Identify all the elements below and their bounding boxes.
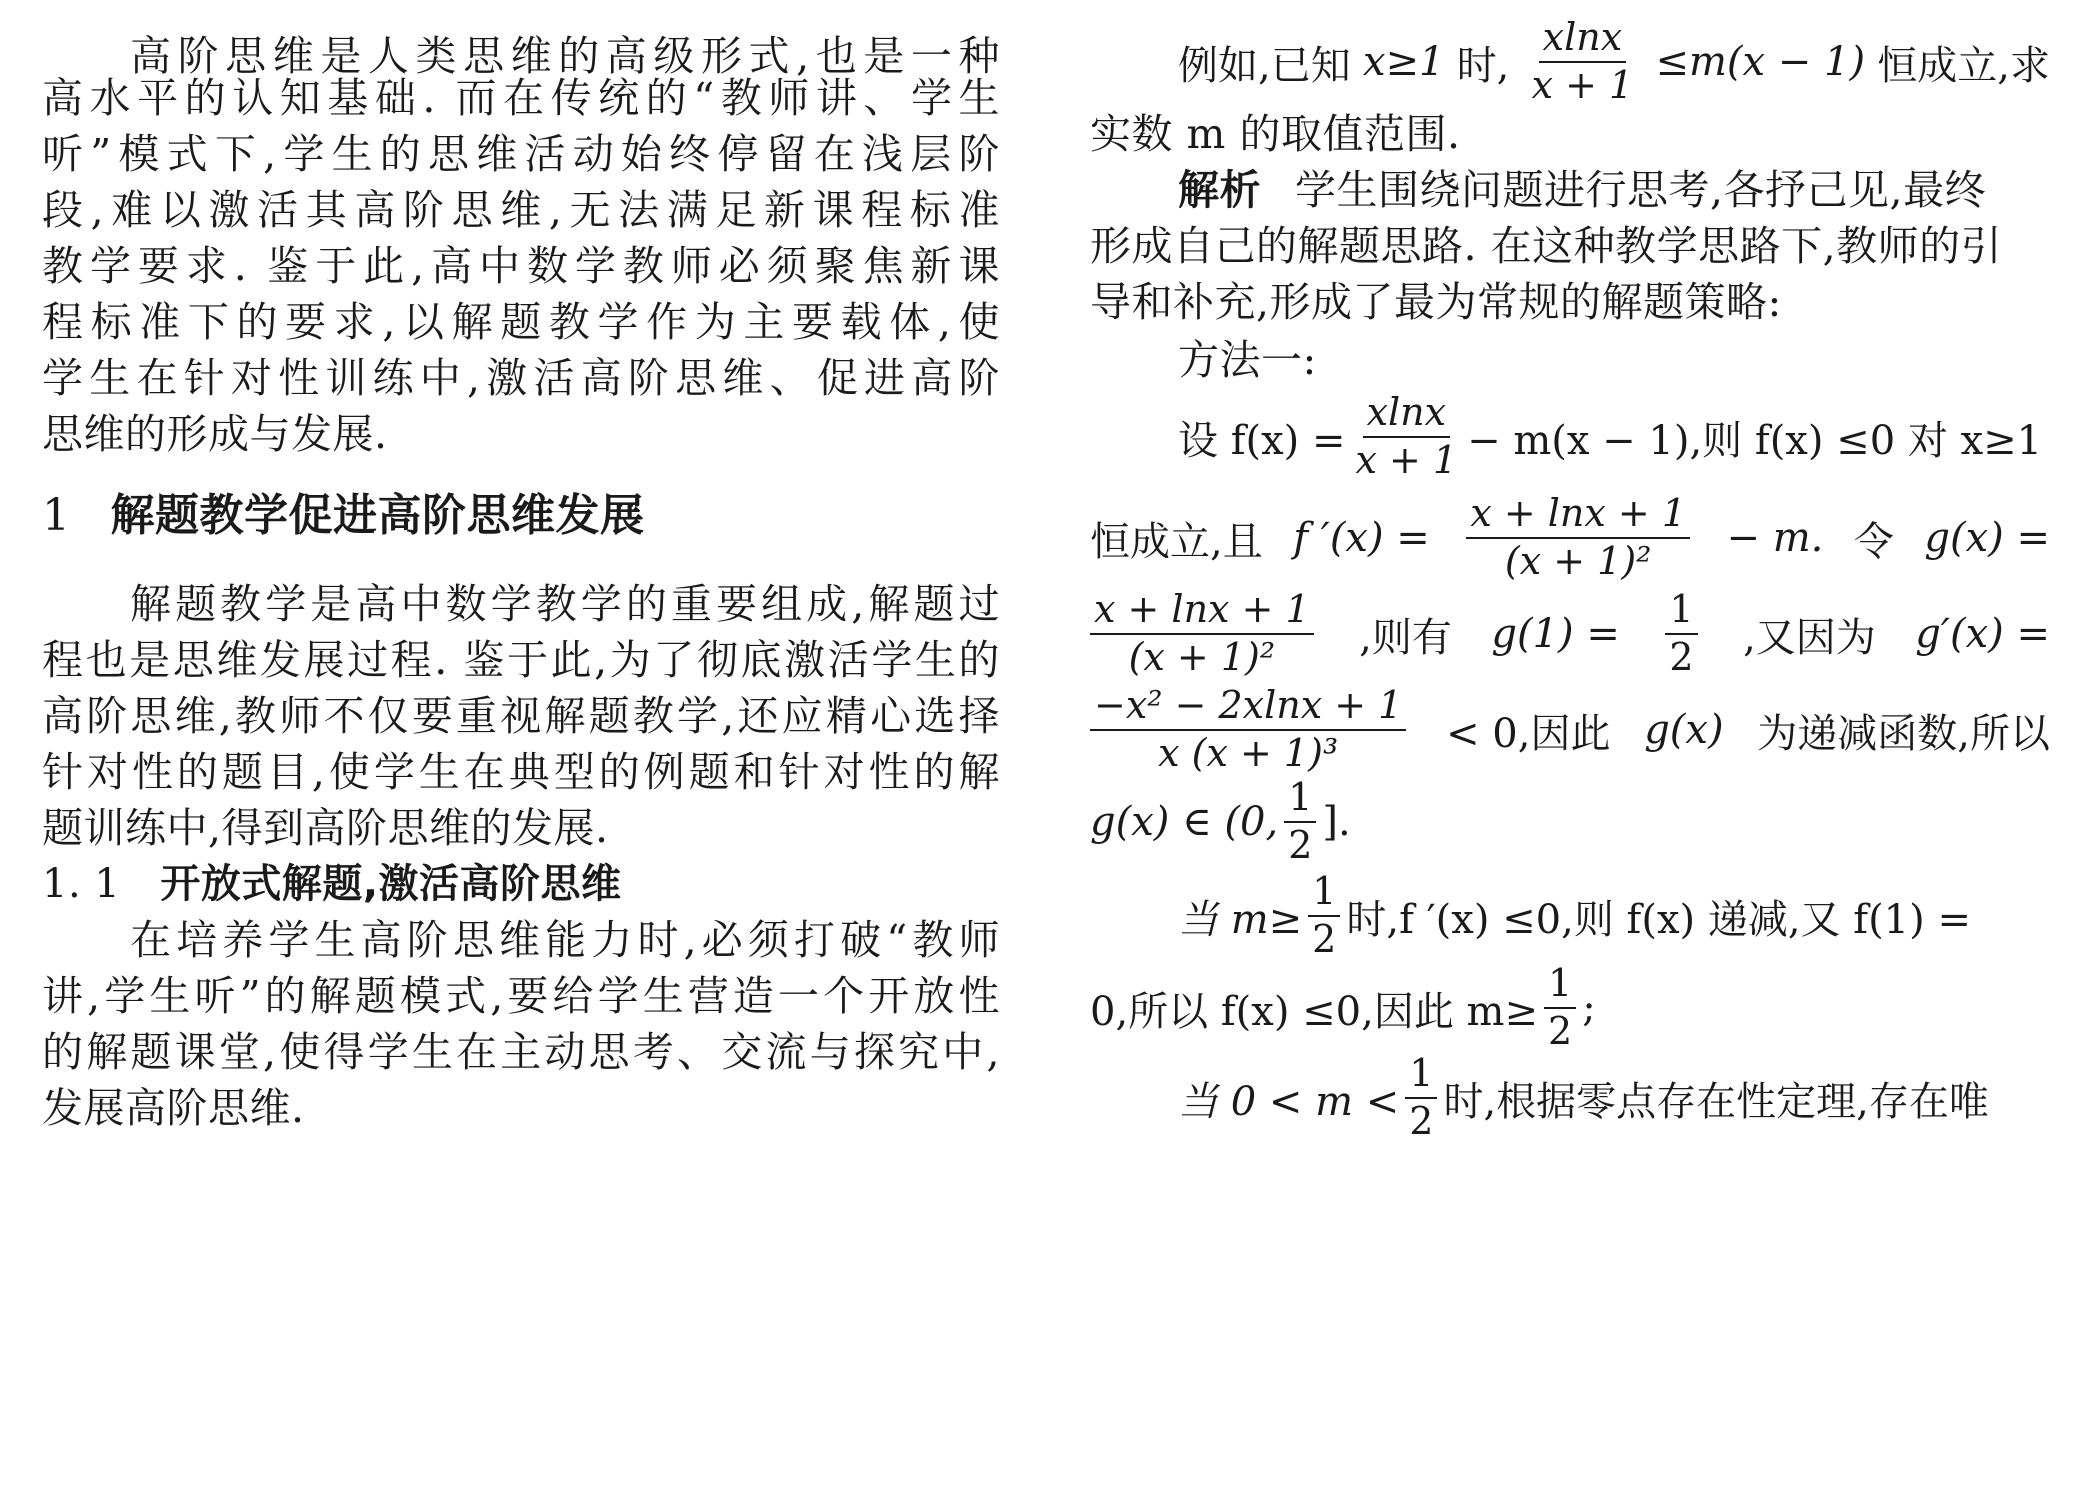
m1-l8-denominator: 2: [1409, 1099, 1434, 1143]
m1-l1-b: − m(x − 1),则 f(x) ≤0 对 x≥1: [1467, 417, 2043, 464]
subsection-para-line-4: 发展高阶思维.: [42, 1084, 305, 1132]
m1-l2-d: 令: [1853, 518, 1894, 565]
analysis-text: 学生围绕问题进行思考,各抒己见,最终: [1295, 166, 1987, 214]
example-condition: x≥1: [1362, 39, 1445, 85]
m1-l2-e: g(x) =: [1924, 515, 2050, 561]
section-1-heading: [42, 490, 1000, 542]
method1-line-7: [1090, 958, 2050, 1058]
example-tail: 恒成立,求: [1877, 42, 2050, 89]
method1-line-6: [1090, 866, 2050, 966]
m1-l4-denominator: x (x + 1)³: [1158, 731, 1339, 775]
example-numerator: xlnx: [1542, 15, 1623, 60]
m1-l1-denominator: x + 1: [1355, 438, 1458, 482]
m1-l1-a: 设 f(x) =: [1178, 417, 1346, 464]
m1-l3-half-numerator: 1: [1665, 590, 1697, 635]
analysis-line-1: [1090, 164, 2089, 216]
m1-l5-fraction: [1284, 775, 1316, 867]
m1-l6-numerator: 1: [1308, 872, 1340, 917]
m1-l3-a: ,则有: [1359, 614, 1452, 661]
analysis-label: 解析: [1178, 166, 1261, 214]
m1-l4-numerator: −x² − 2xlnx + 1: [1094, 683, 1403, 728]
example-rhs: ≤m(x − 1): [1655, 39, 1866, 85]
section1-para-line-2: 程也是思维发展过程. 鉴于此,为了彻底激活学生的: [42, 636, 1000, 684]
method-one-label: 方法一:: [1178, 336, 1317, 384]
m1-l8-fraction: [1405, 1051, 1437, 1143]
section1-para-line-3: 高阶思维,教师不仅要重视解题教学,还应精心选择: [42, 692, 1000, 740]
m1-l2-numerator: x + lnx + 1: [1470, 491, 1686, 536]
m1-l7-a: 0,所以 f(x) ≤0,因此 m≥: [1090, 988, 1539, 1035]
m1-l4-fraction: [1090, 683, 1406, 775]
section-title: 解题教学促进高阶思维发展: [110, 490, 645, 541]
intro-line-2: 高水平的认知基础. 而在传统的“教师讲、学生: [42, 74, 1000, 122]
intro-line-3: 听”模式下,学生的思维活动始终停留在浅层阶: [42, 130, 1000, 178]
m1-l5-denominator: 2: [1288, 823, 1313, 867]
m1-l3-d: g′(x) =: [1915, 611, 2050, 657]
m1-l3-half-denominator: 2: [1669, 635, 1694, 679]
intro-line-7: 学生在针对性训练中,激活高阶思维、促进高阶: [42, 354, 1000, 402]
m1-l4-c: 为递减函数,所以: [1757, 710, 2050, 757]
m1-l2-c: − m.: [1726, 515, 1824, 561]
subsection-number: 1. 1: [42, 861, 121, 907]
m1-l1-fraction: [1352, 390, 1462, 482]
method1-line-4: [1090, 680, 2050, 780]
m1-l3-c: ,又因为: [1743, 614, 1876, 661]
m1-l6-a: 当 m≥: [1178, 896, 1303, 943]
example-when: 时,: [1456, 42, 1510, 89]
m1-l2-a: 恒成立,且: [1090, 518, 1263, 565]
m1-l8-b: 时,根据零点存在性定理,存在唯: [1443, 1078, 1989, 1125]
m1-l3-half: [1665, 587, 1697, 679]
example-line-2: 实数 m 的取值范围.: [1090, 110, 1461, 158]
subsection-1-1-heading: [42, 858, 1000, 910]
m1-l2-b: f ′(x) =: [1293, 515, 1430, 561]
m1-l7-denominator: 2: [1548, 1009, 1573, 1053]
method1-line-5: [1090, 772, 2050, 872]
subsection-para-line-1: 在培养学生高阶思维能力时,必须打破“教师: [130, 916, 1000, 964]
section-number: 1: [42, 490, 71, 541]
analysis-line-3: 导和补充,形成了最为常规的解题策略:: [1090, 278, 1782, 326]
intro-line-8: 思维的形成与发展.: [42, 410, 388, 458]
m1-l7-b: ;: [1582, 985, 1596, 1031]
subsection-para-line-2: 讲,学生听”的解题模式,要给学生营造一个开放性: [42, 972, 1000, 1020]
m1-l3-numerator: x + lnx + 1: [1094, 587, 1310, 632]
m1-l2-denominator: (x + 1)²: [1504, 539, 1652, 583]
m1-l2-fraction: [1466, 491, 1690, 583]
m1-l5-numerator: 1: [1284, 778, 1316, 823]
analysis-line-2: 形成自己的解题思路. 在这种教学思路下,教师的引: [1090, 222, 2003, 270]
m1-l4-a: < 0,因此: [1446, 710, 1611, 757]
m1-l3-b: g(1) =: [1491, 611, 1620, 657]
subsection-para-line-3: 的解题课堂,使得学生在主动思考、交流与探究中,: [42, 1028, 1000, 1076]
example-prefix: 例如,已知: [1178, 42, 1351, 89]
method1-line-1: [1090, 392, 2050, 482]
subsection-title: 开放式解题,激活高阶思维: [160, 861, 622, 907]
intro-line-6: 程标准下的要求,以解题教学作为主要载体,使: [42, 298, 1000, 346]
m1-l6-fraction: [1308, 869, 1340, 961]
m1-l5-a: g(x) ∈ (0,: [1090, 799, 1279, 845]
intro-line-4: 段,难以激活其高阶思维,无法满足新课程标准: [42, 186, 1000, 234]
example-denominator: x + 1: [1531, 63, 1634, 107]
section1-para-line-1: 解题教学是高中数学教学的重要组成,解题过: [130, 580, 1000, 628]
method1-line-2: [1090, 488, 2050, 588]
example-line-1: [1090, 15, 2050, 107]
m1-l8-a: 当 0 < m <: [1178, 1078, 1400, 1125]
m1-l7-fraction: [1544, 961, 1576, 1053]
method1-line-8: [1090, 1048, 2050, 1148]
m1-l5-b: ].: [1322, 799, 1351, 845]
intro-line-5: 教学要求. 鉴于此,高中数学教师必须聚焦新课: [42, 242, 1000, 290]
intro-line-1: 高阶思维是人类思维的高级形式,也是一种: [130, 32, 1000, 80]
m1-l7-numerator: 1: [1544, 964, 1576, 1009]
section1-para-line-4: 针对性的题目,使学生在典型的例题和针对性的解: [42, 748, 1000, 796]
m1-l3-fraction: [1090, 587, 1314, 679]
m1-l4-b: g(x): [1644, 707, 1724, 753]
example-fraction: [1528, 15, 1638, 107]
m1-l6-denominator: 2: [1312, 917, 1337, 961]
m1-l3-denominator: (x + 1)²: [1128, 635, 1276, 679]
section1-para-line-5: 题训练中,得到高阶思维的发展.: [42, 804, 609, 852]
m1-l1-numerator: xlnx: [1366, 390, 1447, 435]
m1-l8-numerator: 1: [1405, 1054, 1437, 1099]
method1-line-3: [1090, 584, 2050, 684]
m1-l6-b: 时,f ′(x) ≤0,则 f(x) 递减,又 f(1) =: [1346, 896, 1971, 943]
